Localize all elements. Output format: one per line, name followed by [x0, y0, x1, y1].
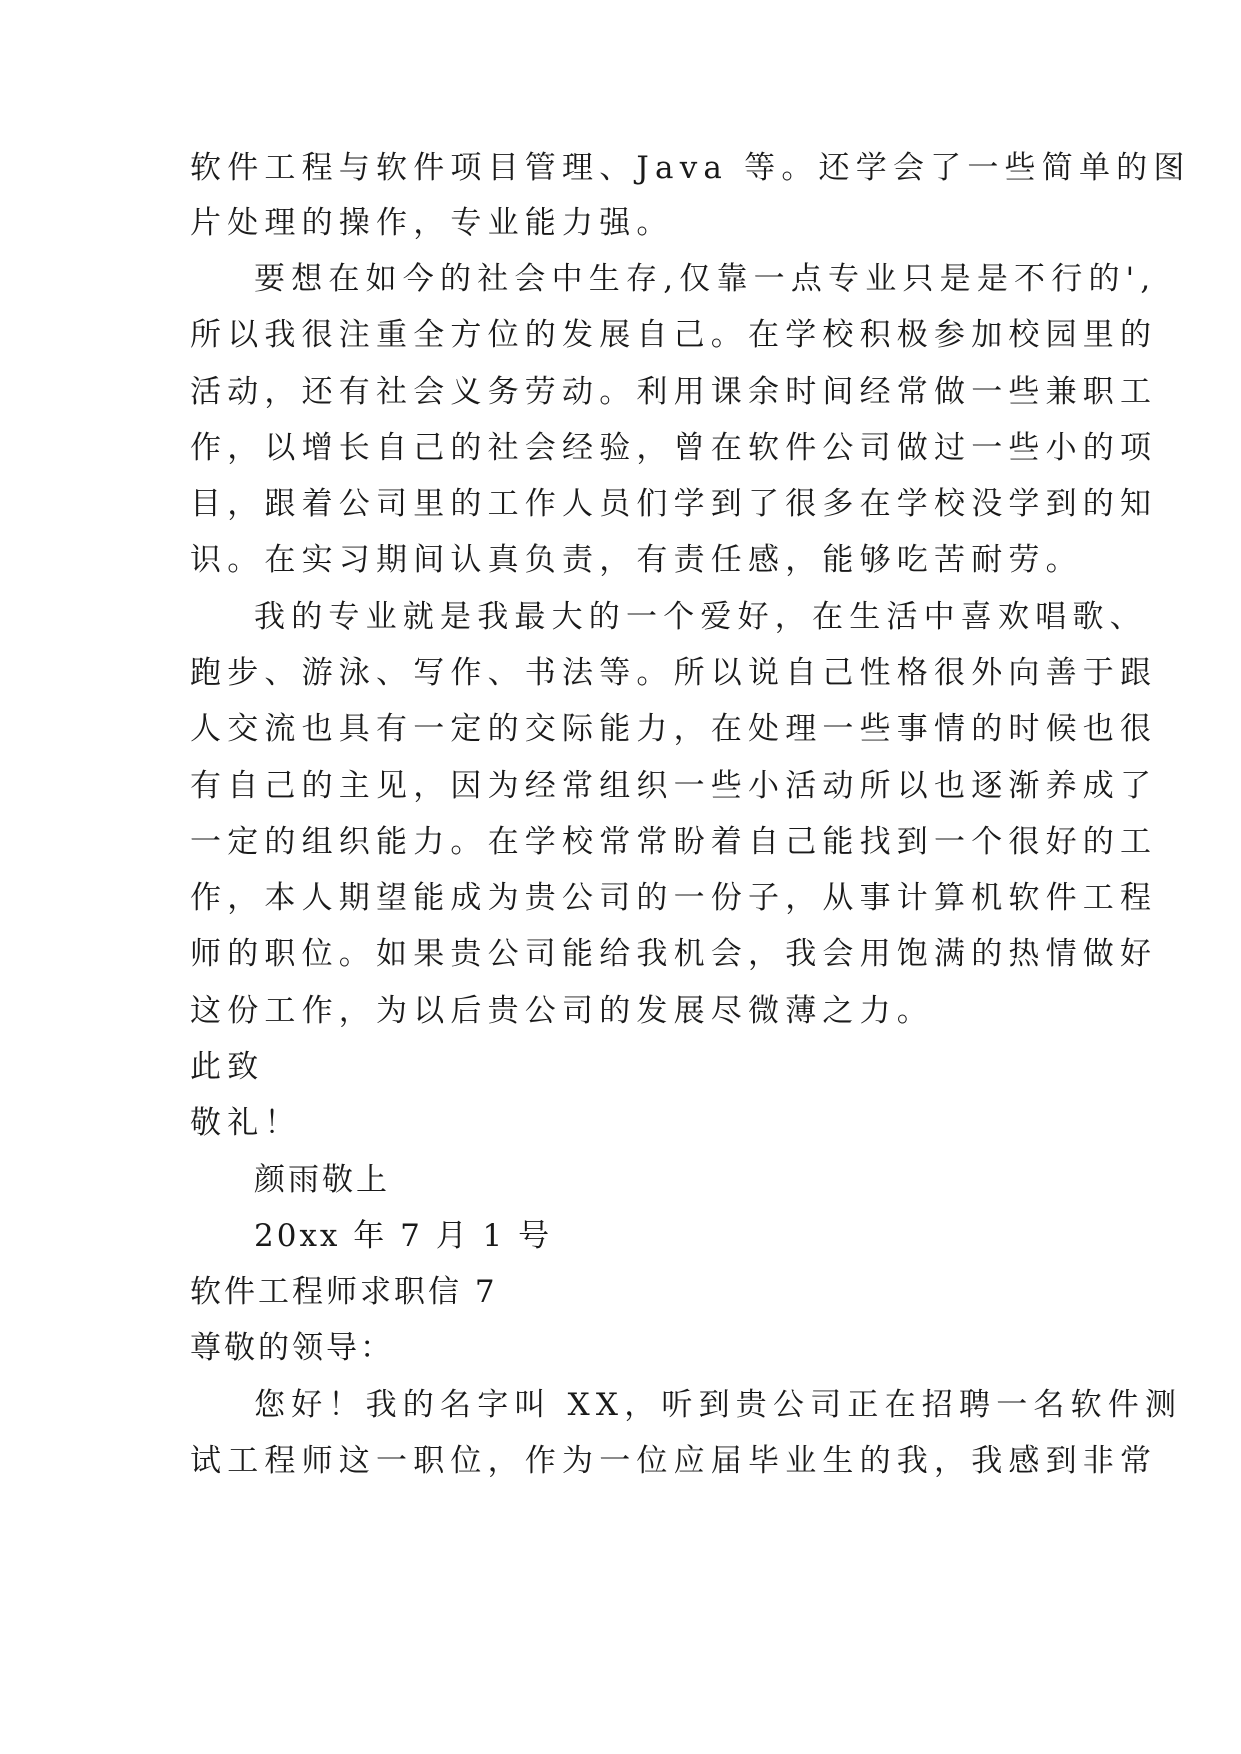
text-line: 人交流也具有一定的交际能力，在处理一些事情的时候也很	[190, 711, 1158, 747]
text-line: 我的专业就是我最大的一个爱好，在生活中喜欢唱歌、	[254, 599, 1147, 635]
signature: 颜雨敬上	[254, 1162, 390, 1198]
section-title: 软件工程师求职信 7	[190, 1274, 498, 1310]
text-line: 软件工程与软件项目管理、Java 等。还学会了一些简单的图	[190, 150, 1191, 186]
text-line: 您好！我的名字叫 XX，听到贵公司正在招聘一名软件测	[254, 1387, 1183, 1423]
text-line: 作，以增长自己的社会经验，曾在软件公司做过一些小的项	[190, 430, 1158, 466]
text-line: 目，跟着公司里的工作人员们学到了很多在学校没学到的知	[190, 486, 1158, 522]
text-line: 有自己的主见，因为经常组织一些小活动所以也逐渐养成了	[190, 768, 1158, 804]
text-line: 这份工作，为以后贵公司的发展尽微薄之力。	[190, 993, 934, 1029]
text-line: 所以我很注重全方位的发展自己。在学校积极参加校园里的	[190, 317, 1158, 353]
closing-salutation: 此致	[190, 1049, 265, 1085]
text-line: 师的职位。如果贵公司能给我机会，我会用饱满的热情做好	[190, 936, 1158, 972]
closing-regards: 敬礼！	[190, 1105, 302, 1141]
text-line: 要想在如今的社会中生存,仅靠一点专业只是是不行的',	[254, 261, 1157, 297]
text-line: 识。在实习期间认真负责，有责任感，能够吃苦耐劳。	[190, 542, 1083, 578]
text-line: 活动，还有社会义务劳动。利用课余时间经常做一些兼职工	[190, 374, 1158, 410]
greeting: 尊敬的领导：	[190, 1330, 394, 1366]
text-line: 试工程师这一职位，作为一位应届毕业生的我，我感到非常	[190, 1443, 1158, 1479]
text-line: 跑步、游泳、写作、书法等。所以说自己性格很外向善于跟	[190, 655, 1158, 691]
text-line: 片处理的操作，专业能力强。	[190, 205, 674, 241]
text-line: 作，本人期望能成为贵公司的一份子，从事计算机软件工程	[190, 880, 1158, 916]
text-line: 一定的组织能力。在学校常常盼着自己能找到一个很好的工	[190, 824, 1158, 860]
date: 20xx 年 7 月 1 号	[254, 1218, 553, 1254]
